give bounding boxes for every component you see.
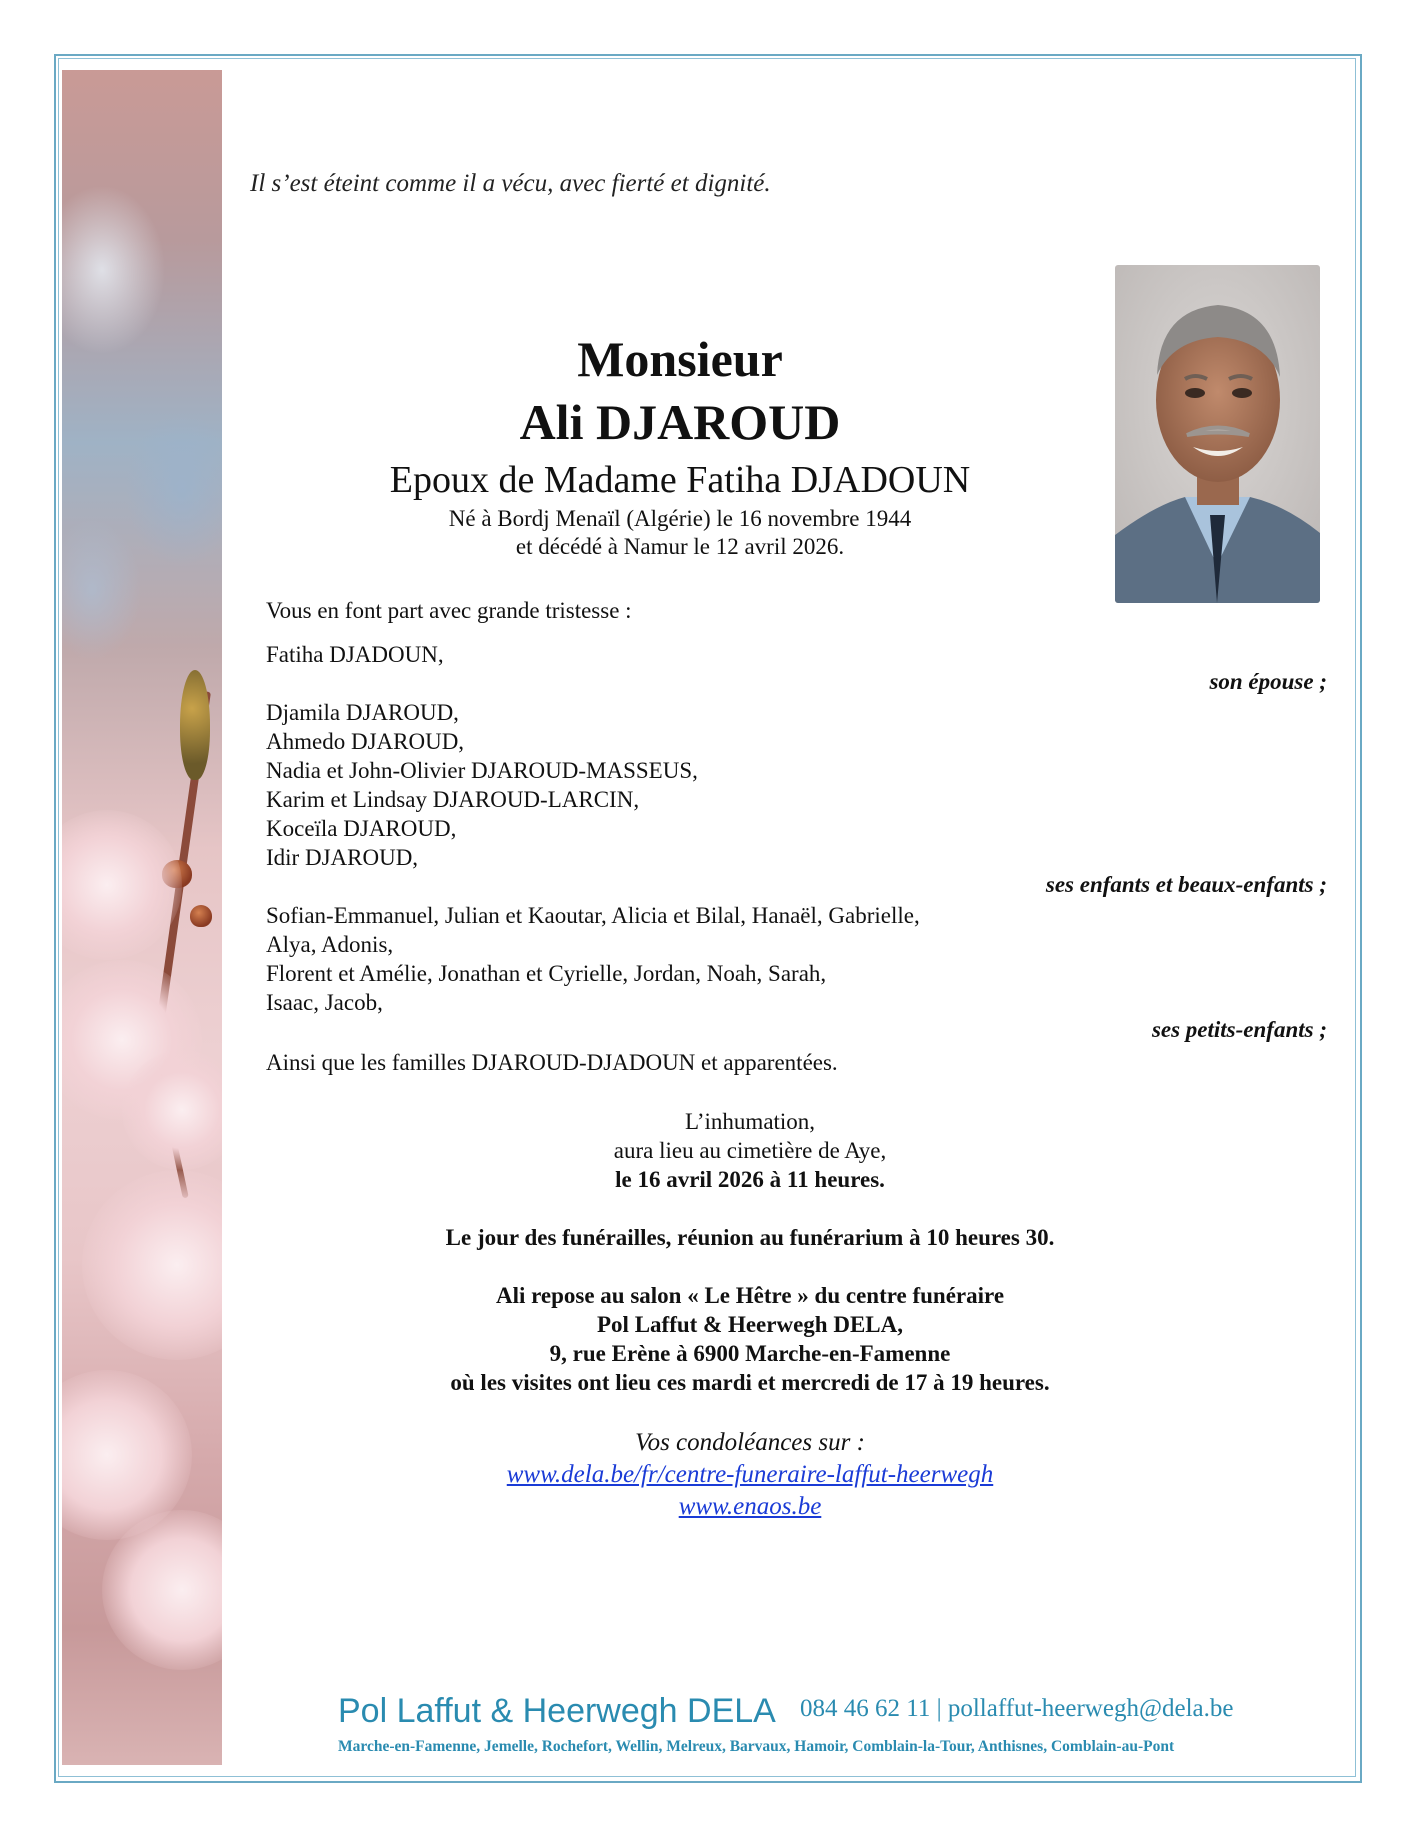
birth-death-info bbox=[260, 505, 1100, 561]
other-families: Ainsi que les familles DJAROUD-DJADOUN et apparentées. bbox=[266, 1050, 838, 1075]
burial-info bbox=[300, 1107, 1200, 1194]
rest-line-3: 9, rue Erène à 6900 Marche-en-Famenne bbox=[549, 1341, 951, 1366]
condolences bbox=[300, 1427, 1200, 1523]
announcement-intro: Vous en font part avec grande tristesse : bbox=[266, 598, 632, 623]
resting-place-info bbox=[300, 1281, 1200, 1397]
grandchildren-role: ses petits-enfants ; bbox=[1151, 1017, 1327, 1042]
list-item: Idir DJAROUD, bbox=[266, 845, 419, 870]
list-item: Isaac, Jacob, bbox=[266, 990, 383, 1015]
spouse-line: Epoux de Madame Fatiha DJADOUN bbox=[389, 459, 971, 501]
died-line: et décédé à Namur le 12 avril 2026. bbox=[515, 534, 845, 559]
burial-line-2: aura lieu au cimetière de Aye, bbox=[613, 1138, 887, 1163]
list-item: Florent et Amélie, Jonathan et Cyrielle, Jordan, Noah, Sarah, bbox=[266, 961, 827, 986]
epigraph: Il s’est éteint comme il a vécu, avec fierté et dignité. bbox=[250, 170, 771, 197]
list-item: Nadia et John-Olivier DJAROUD-MASSEUS, bbox=[266, 758, 698, 783]
burial-date: le 16 avril 2026 à 11 heures. bbox=[615, 1167, 885, 1192]
blossom-decoration bbox=[62, 70, 222, 1765]
spouse-name: Fatiha DJADOUN, bbox=[266, 642, 444, 667]
children-list bbox=[266, 698, 698, 872]
rest-line-4: où les visites ont lieu ces mardi et mercredi de 17 à 19 heures. bbox=[450, 1370, 1050, 1395]
funeral-home-contact: 084 46 62 11 | pollaffut-heerwegh@dela.be bbox=[800, 1695, 1234, 1722]
list-item: Karim et Lindsay DJAROUD-LARCIN, bbox=[266, 787, 640, 812]
list-item: Djamila DJAROUD, bbox=[266, 700, 459, 725]
list-item: Koceïla DJAROUD, bbox=[266, 816, 457, 841]
grandchildren-list bbox=[266, 901, 920, 1017]
rest-line-2: Pol Laffut & Heerwegh DELA, bbox=[597, 1312, 903, 1337]
burial-line-1: L’inhumation, bbox=[684, 1109, 816, 1134]
born-line: Né à Bordj Menaïl (Algérie) le 16 novembre 1944 bbox=[448, 506, 912, 531]
funeral-home-logo: Pol Laffut & Heerwegh DELA bbox=[338, 1692, 776, 1730]
honorific: Monsieur bbox=[577, 331, 783, 387]
funeral-home-locations: Marche-en-Famenne, Jemelle, Rochefort, Wellin, Melreux, Barvaux, Hamoir, Comblain-la-Tour, Anthisnes, Comblain-au-Pont bbox=[338, 1738, 1175, 1755]
condolences-link-dela[interactable]: www.dela.be/fr/centre-funeraire-laffut-heerwegh bbox=[506, 1461, 994, 1488]
list-item: Ahmedo DJAROUD, bbox=[266, 729, 465, 754]
spouse-role: son épouse ; bbox=[1209, 669, 1327, 694]
deceased-name: Ali DJAROUD bbox=[519, 394, 841, 450]
deceased-portrait bbox=[1115, 265, 1320, 603]
list-item: Alya, Adonis, bbox=[266, 932, 394, 957]
list-item: Sofian-Emmanuel, Julian et Kaoutar, Alicia et Bilal, Hanaël, Gabrielle, bbox=[266, 903, 920, 928]
children-role: ses enfants et beaux-enfants ; bbox=[1045, 872, 1327, 897]
gathering-info: Le jour des funérailles, réunion au funérarium à 10 heures 30. bbox=[445, 1225, 1055, 1250]
condolences-label: Vos condoléances sur : bbox=[635, 1429, 865, 1456]
condolences-link-enaos[interactable]: www.enaos.be bbox=[678, 1493, 822, 1520]
rest-line-1: Ali repose au salon « Le Hêtre » du centre funéraire bbox=[495, 1283, 1005, 1308]
